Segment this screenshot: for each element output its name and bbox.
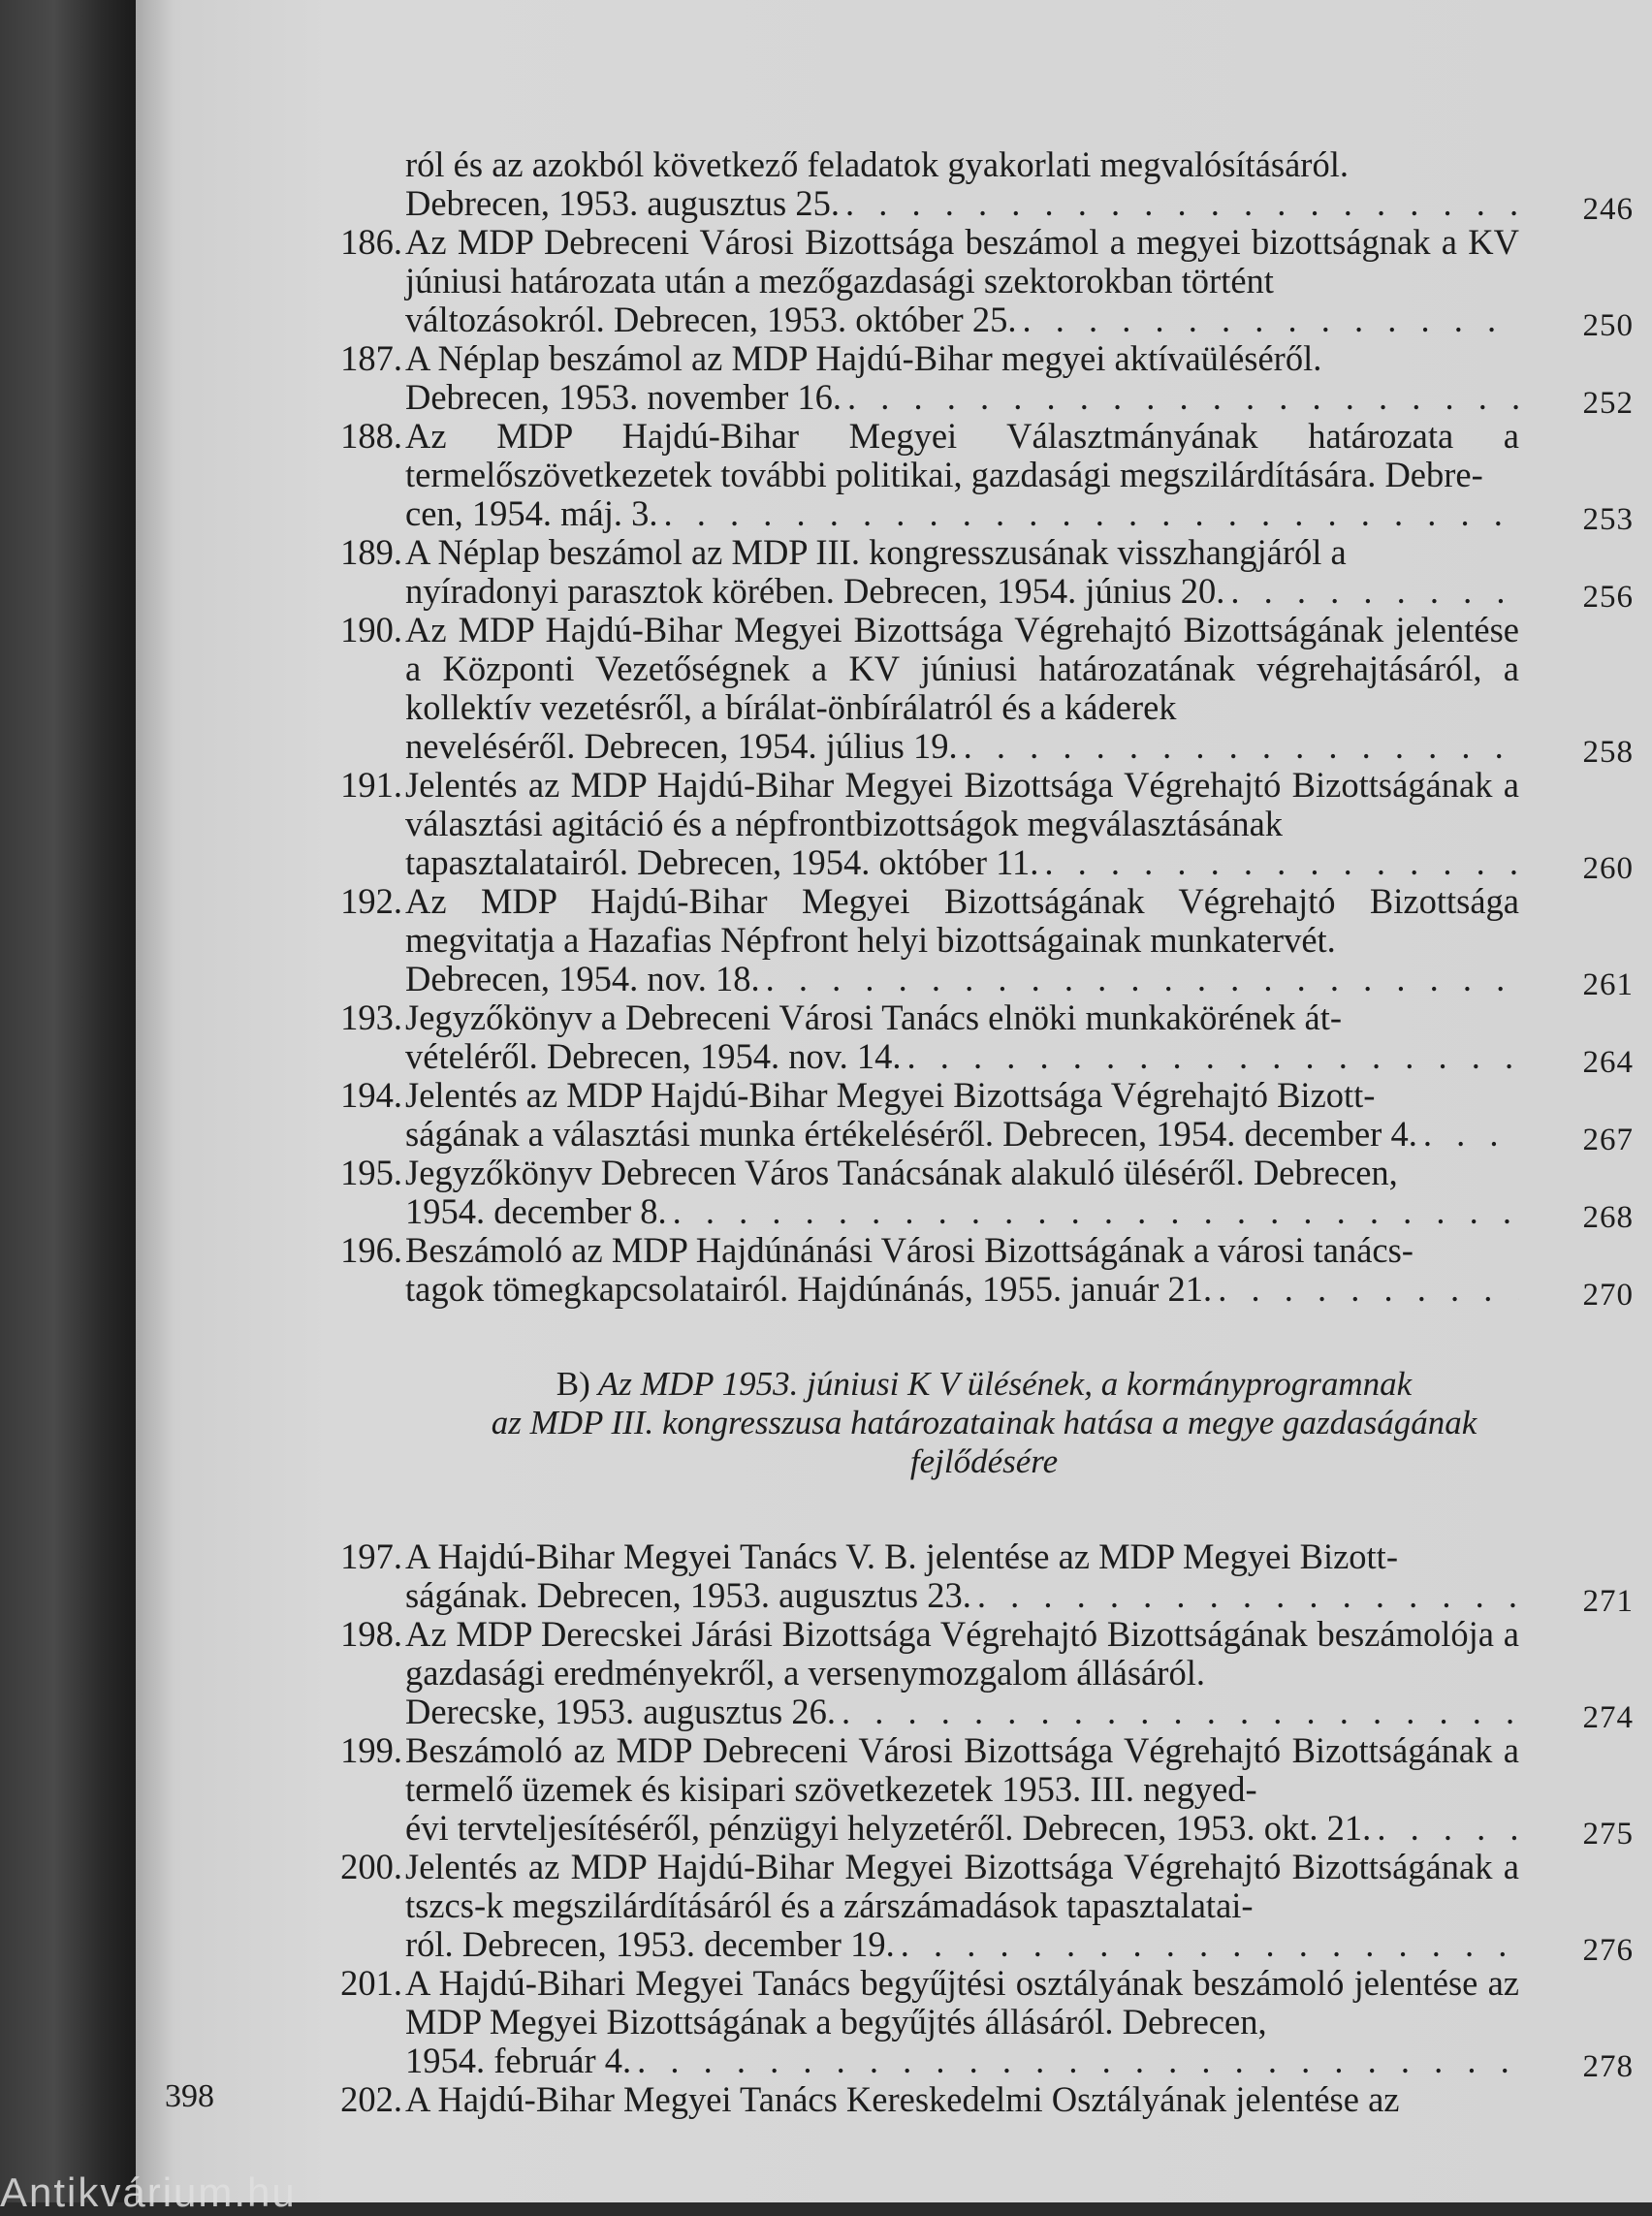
- continued-text: ról és az azokból következő feladatok gyakorlati megvalósításáról.: [405, 144, 1349, 184]
- leader-dots: [1022, 301, 1519, 339]
- entry-last-text: cen, 1954. máj. 3.: [405, 493, 658, 533]
- entry-last-text: ságának a választási munka értékeléséről. Debrecen, 1954. december 4.: [405, 1114, 1417, 1154]
- entry-number: 196.: [340, 1230, 402, 1270]
- entry-text: A Néplap beszámol az MDP Hajdú-Bihar megyei aktívaüléséről.: [405, 338, 1322, 378]
- entry-page: 274: [1582, 1700, 1634, 1735]
- entry-page: 267: [1582, 1123, 1634, 1157]
- entry-last-text: változásokról. Debrecen, 1953. október 25.: [405, 300, 1017, 339]
- leader-dots: [1044, 843, 1519, 882]
- entry-text: A Néplap beszámol az MDP III. kongresszusának visszhangjáról a: [405, 532, 1347, 572]
- entry-last-text: neveléséről. Debrecen, 1954. július 19.: [405, 726, 958, 766]
- entry-last-line: [405, 301, 1519, 339]
- entry-last-line: [405, 960, 1519, 998]
- entry-last-line: [405, 1809, 1519, 1848]
- list-item: [315, 1230, 1634, 1313]
- entry-number: 189.: [340, 532, 402, 572]
- entry-last-text: 1954. december 8.: [405, 1191, 667, 1231]
- entries-list-a: [315, 222, 1634, 1313]
- entry-text: A Hajdú-Bihar Megyei Tanács V. B. jelentése az MDP Megyei Bizott-: [405, 1536, 1398, 1576]
- list-item: [315, 532, 1634, 615]
- section-title-line2: az MDP III. kongresszusa határozatainak hatása a megye gazdaságának: [491, 1404, 1477, 1441]
- entry-number: 194.: [340, 1075, 402, 1115]
- section-title-line3: fejlődésére: [909, 1442, 1059, 1480]
- list-item: [315, 1153, 1634, 1235]
- list-item: [315, 1730, 1634, 1852]
- leader-dots: [637, 2042, 1519, 2080]
- list-item: [315, 881, 1634, 1002]
- leader-dots: [1423, 1115, 1519, 1154]
- section-title-line1: Az MDP 1953. júniusi K V ülésének, a kormányprogramnak: [597, 1365, 1413, 1403]
- entries-list-b: [315, 1536, 1634, 2084]
- entry-number: 201.: [340, 1963, 402, 2003]
- leader-dots: [1230, 572, 1519, 611]
- entry-page: 270: [1582, 1278, 1634, 1313]
- entry-page: 260: [1582, 851, 1634, 886]
- section-letter: B): [556, 1365, 590, 1403]
- entry-last-line: [405, 1192, 1519, 1231]
- entry-text: A Hajdú-Bihar Megyei Tanács Kereskedelmi Osztályának jelentése az: [405, 2079, 1400, 2119]
- leader-dots: [1377, 1809, 1519, 1848]
- list-item: [315, 1075, 1634, 1157]
- entry-number: 199.: [340, 1730, 402, 1770]
- entry-last-line: [405, 1693, 1519, 1731]
- entry-text: Az MDP Hajdú-Bihar Megyei Választmányának határozata a termelőszövetkezetek további politikai, gazdasági megszilárdítására. Debre-: [405, 416, 1519, 494]
- leader-dots: [964, 727, 1519, 766]
- entry-last-text: tagok tömegkapcsolatairól. Hajdúnánás, 1955. január 21.: [405, 1269, 1213, 1309]
- entry-last-text: évi tervteljesítéséről, pénzügyi helyzetéről. Debrecen, 1953. okt. 21.: [405, 1808, 1372, 1848]
- list-item: [315, 1614, 1634, 1735]
- entry-number: 187.: [340, 338, 402, 378]
- entry-last-text: ságának. Debrecen, 1953. augusztus 23.: [405, 1575, 971, 1615]
- entry-page: 275: [1582, 1817, 1634, 1852]
- entry-last-line: [405, 727, 1519, 766]
- leader-dots: [1218, 1270, 1519, 1309]
- entry-last-line: [405, 1925, 1519, 1964]
- entry-last-line: [405, 1270, 1519, 1309]
- entry-number: 195.: [340, 1153, 402, 1192]
- entry-last-line: [405, 494, 1519, 533]
- list-item: [315, 1536, 1634, 1619]
- entry-last-line: [405, 378, 1519, 417]
- leader-dots: [664, 494, 1519, 533]
- entry-text: Beszámoló az MDP Hajdúnánási Városi Bizottságának a városi tanács-: [405, 1230, 1414, 1270]
- leader-dots: [977, 1576, 1519, 1615]
- entry-text: Jegyzőkönyv a Debreceni Városi Tanács elnöki munkakörének át-: [405, 997, 1343, 1037]
- entry-page: 261: [1582, 967, 1634, 1002]
- entry-page: 258: [1582, 735, 1634, 770]
- list-item: [315, 2080, 1634, 2119]
- list-item: [315, 997, 1634, 1080]
- entry-last-text: Derecske, 1953. augusztus 26.: [405, 1692, 836, 1731]
- continued-last-line: [405, 184, 1519, 223]
- entry-number: 197.: [340, 1536, 402, 1576]
- entry-number: 190.: [340, 610, 402, 649]
- entry-last-text: Debrecen, 1954. nov. 18.: [405, 959, 760, 998]
- list-item: [315, 1847, 1634, 1968]
- entry-text: A Hajdú-Bihari Megyei Tanács begyűjtési osztályának beszámoló jelentése az MDP Megyei Bizottságának a begyűjtés állásáról. Debrecen,: [405, 1963, 1519, 2042]
- page-folio: 398: [165, 2078, 214, 2114]
- leader-dots: [901, 1925, 1519, 1964]
- entry-page: 278: [1582, 2049, 1634, 2084]
- entry-text: Jegyzőkönyv Debrecen Város Tanácsának alakuló üléséről. Debrecen,: [405, 1153, 1398, 1192]
- list-item: [315, 610, 1634, 770]
- entry-page: 253: [1582, 502, 1634, 537]
- list-item: [315, 338, 1634, 421]
- entry-page: 252: [1582, 386, 1634, 421]
- entry-page: 264: [1582, 1045, 1634, 1080]
- entry-number: 193.: [340, 997, 402, 1037]
- entry-last-text: nyíradonyi parasztok körében. Debrecen, 1954. június 20.: [405, 571, 1225, 611]
- entry-last-line: [405, 1576, 1519, 1615]
- entry-last-text: tapasztalatairól. Debrecen, 1954. október 11.: [405, 842, 1039, 882]
- list-item: [315, 1963, 1634, 2084]
- entry-page: 250: [1582, 308, 1634, 343]
- entry-page: 276: [1582, 1933, 1634, 1968]
- continued-entry: [315, 144, 1634, 227]
- entry-page: 271: [1582, 1584, 1634, 1619]
- entry-text: Jelentés az MDP Hajdú-Bihar Megyei Bizottsága Végrehajtó Bizottságának a választási agitáció és a népfrontbizottságok megválasztásának: [405, 765, 1519, 843]
- entry-last-line: [405, 2042, 1519, 2080]
- entry-last-text: ról. Debrecen, 1953. december 19.: [405, 1924, 895, 1964]
- entry-text: Beszámoló az MDP Debreceni Városi Bizottsága Végrehajtó Bizottságának a termelő üzemek és kisipari szövetkezetek 1953. III. negyed-: [405, 1730, 1519, 1809]
- entry-page: 268: [1582, 1200, 1634, 1235]
- entry-number: 198.: [340, 1614, 402, 1654]
- section-heading-b: [373, 1365, 1595, 1481]
- continued-last-text: Debrecen, 1953. augusztus 25.: [405, 183, 841, 223]
- entry-text: Az MDP Derecskei Járási Bizottsága Végrehajtó Bizottságának beszámolója a gazdasági eredményekről, a versenymozgalom állásáról.: [405, 1614, 1519, 1693]
- leader-dots: [842, 1693, 1519, 1731]
- entry-last-line: [405, 843, 1519, 882]
- entry-number: 200.: [340, 1847, 402, 1886]
- entry-number: 188.: [340, 416, 402, 456]
- entry-number: 186.: [340, 222, 402, 262]
- leader-dots: [907, 1037, 1520, 1076]
- leader-dots: [766, 960, 1519, 998]
- entry-number: 192.: [340, 881, 402, 921]
- entry-last-line: [405, 572, 1519, 611]
- book-page: [136, 0, 1652, 2202]
- entry-text: Jelentés az MDP Hajdú-Bihar Megyei Bizottsága Végrehajtó Bizottságának a tszcs-k megszilárdításáról és a zárszámadások tapasztalatai-: [405, 1847, 1519, 1925]
- entry-last-line: [405, 1037, 1519, 1076]
- entry-text: Az MDP Debreceni Városi Bizottsága beszámol a megyei bizottságnak a KV júniusi határozata után a mezőgazdasági szektorokban történt: [405, 222, 1519, 301]
- list-item: [315, 416, 1634, 537]
- entry-last-line: [405, 1115, 1519, 1154]
- entry-page: 256: [1582, 580, 1634, 615]
- leader-dots: [847, 378, 1519, 417]
- entry-last-text: Debrecen, 1953. november 16.: [405, 377, 842, 417]
- entry-last-text: vételéről. Debrecen, 1954. nov. 14.: [405, 1036, 902, 1076]
- watermark: Antikvárium.hu: [0, 2169, 297, 2215]
- entry-last-text: 1954. február 4.: [405, 2041, 632, 2080]
- entry-number: 191.: [340, 765, 402, 805]
- table-of-contents: [315, 145, 1634, 2119]
- continued-page: 246: [1582, 192, 1634, 227]
- entry-text: Jelentés az MDP Hajdú-Bihar Megyei Bizottsága Végrehajtó Bizott-: [405, 1075, 1376, 1115]
- leader-dots: [845, 184, 1519, 223]
- entry-text: Az MDP Hajdú-Bihar Megyei Bizottsága Végrehajtó Bizottságának jelentése a Központi Vezetőségnek a KV júniusi határozatának végrehajtásáról, a kollektív vezetésről, a bírálat-önbírálatról és a káderek: [405, 610, 1519, 727]
- entry-number: 202.: [340, 2079, 402, 2119]
- entry-text: Az MDP Hajdú-Bihar Megyei Bizottságának Végrehajtó Bizottsága megvitatja a Hazafias Népfront helyi bizottságainak munkatervét.: [405, 881, 1519, 960]
- list-item: [315, 765, 1634, 886]
- list-item: [315, 222, 1634, 343]
- book-spine: [0, 0, 136, 2202]
- leader-dots: [673, 1192, 1519, 1231]
